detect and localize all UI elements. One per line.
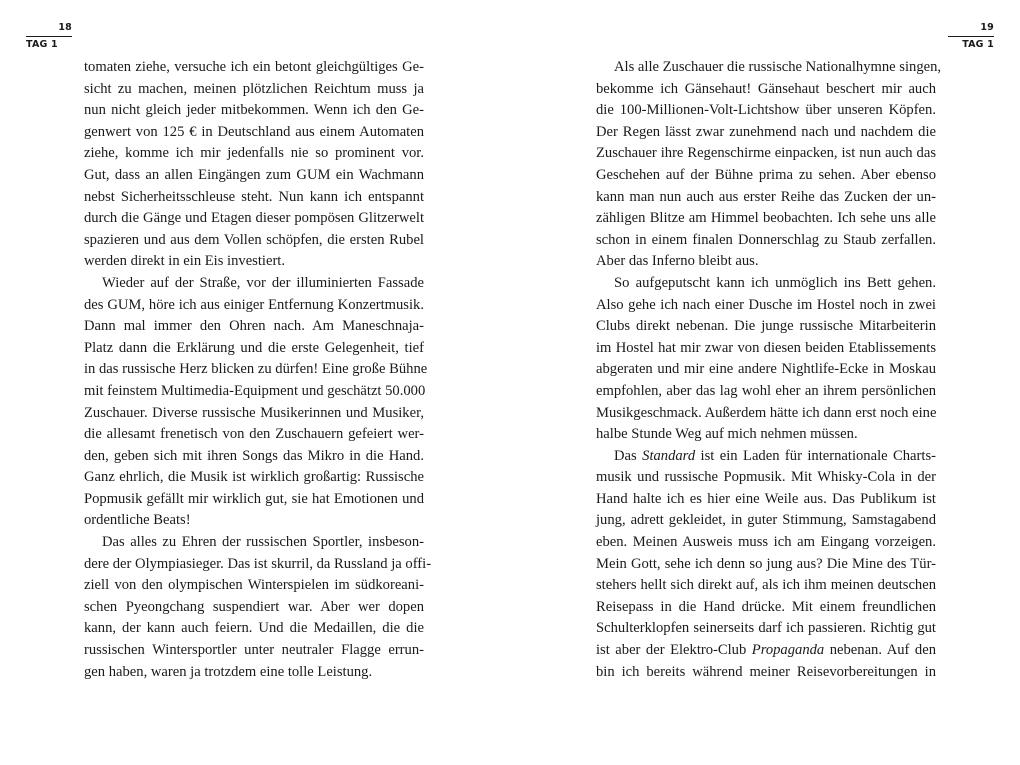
text-line: Wieder auf der Straße, vor der illuminierten Fassade: [102, 274, 424, 291]
text-line: Dann mal immer den Ohren nach. Am Maneschnaja-: [84, 318, 424, 335]
text-line: Reisepass in die Hand drücke. Mit einem freundlichen: [596, 598, 936, 615]
text-line: nun nicht gleich jeder mitbekommen. Wenn ich den Ge-: [84, 102, 424, 119]
text-line: nebst Sicherheitsschleuse steht. Nun kann ich entspannt: [84, 188, 424, 205]
text-segment: nebenan. Auf den: [824, 642, 936, 659]
text-line: Mein Gott, sehe ich denn so jung aus? Die Mine des Tür-: [596, 555, 936, 572]
text-line: spazieren und aus dem Vollen schöpfen, die ersten Rubel: [84, 231, 424, 248]
running-head: TAG 1: [26, 39, 58, 50]
text-line: So aufgeputscht kann ich unmöglich ins Bett gehen.: [614, 274, 936, 291]
text-line: tomaten ziehe, versuche ich ein betont gleichgültiges Ge-: [84, 59, 424, 75]
right-page: [510, 0, 1020, 765]
page-number: 18: [58, 22, 72, 33]
text-line: Platz dann die Erklärung und die erste Gelegenheit, tief: [84, 339, 424, 356]
text-line: Zuschauer ihre Regenschirme einpacken, ist nun auch das: [596, 145, 936, 162]
text-line: durch die Gänge und Etagen dieser pompösen Glitzerwelt: [84, 210, 424, 227]
text-line: Hand halte ich es hier eine Weile aus. Das Publikum ist: [596, 490, 936, 507]
text-line: ziell von den olympischen Winterspielen im südkoreani-: [84, 577, 424, 594]
text-line: die 100-Millionen-Volt-Lichtshow über unseren Köpfen.: [596, 102, 936, 119]
right-folio: [948, 22, 994, 51]
text-line: abgeraten und mir eine andere Nightlife-Ecke in Moskau: [596, 361, 936, 378]
text-segment: Das: [614, 447, 643, 464]
text-line: russischen Wintersportler unter neutraler Flagge errun-: [84, 642, 424, 659]
text-line: den, geben sich mit ihren Songs das Mikro in die Hand.: [84, 447, 424, 464]
text-line: Geschehen auf der Bühne prima zu sehen. Aber ebenso: [596, 166, 936, 183]
italic-title: Propaganda: [751, 642, 825, 659]
running-head: TAG 1: [962, 39, 994, 50]
text-line: eben. Meinen Ausweis muss ich am Eingang vorzeigen.: [596, 534, 936, 551]
text-line: schen Pyeongchang suspendiert war. Aber wer dopen: [84, 598, 424, 615]
text-line: Gut, dass an allen Eingängen zum GUM ein Wachmann: [84, 166, 424, 183]
text-line: bin ich bereits während meiner Reisevorbereitungen in: [596, 663, 936, 680]
left-folio: [26, 22, 72, 51]
text-segment: ist ein Laden für internationale Charts-: [695, 447, 936, 464]
text-line: zähligen Blitze am Himmel beobachten. Ich sehe uns alle: [596, 210, 936, 227]
text-line: in das russische Herz blicken zu dürfen! Eine große Bühne: [84, 361, 428, 378]
text-line: Zuschauer. Diverse russische Musikerinnen und Musiker,: [84, 404, 424, 421]
text-line: mit feinstem Multimedia-Equipment und geschätzt 50.000: [84, 382, 426, 399]
text-line: empfohlen, aber das lag wohl eher an ihrem persönlichen: [596, 382, 936, 399]
text-line: stehers hellt sich direkt auf, als ich ihm meinen deutschen: [596, 577, 936, 594]
text-line: dere der Olympiasieger. Das ist skurril, da Russland ja offi-: [84, 555, 432, 572]
text-line: musik und russische Popmusik. Mit Whisky-Cola in der: [596, 469, 936, 486]
text-line: gen haben, waren ja trotzdem eine tolle Leistung.: [84, 663, 373, 680]
text-segment: ist aber der Elektro-Club: [596, 642, 752, 659]
text-line: [596, 446, 936, 468]
text-line: im Hostel hat mir zwar von diesen beiden Etablissements: [596, 339, 936, 356]
text-line: des GUM, höre ich aus einiger Entfernung Konzertmusik.: [84, 296, 424, 313]
text-line: Aber das Inferno bleibt aus.: [596, 253, 759, 270]
text-line: genwert von 125 € in Deutschland aus einem Automaten: [84, 123, 424, 140]
text-line: die allesamt frenetisch von den Zuschauern gefeiert wer-: [84, 426, 424, 443]
text-line: Schulterklopfen seinerseits darf ich passieren. Richtig gut: [596, 620, 936, 637]
text-line: werden direkt in ein Eis investiert.: [84, 253, 286, 270]
text-line: Als alle Zuschauer die russische Nationalhymne singen,: [614, 59, 942, 75]
text-line: Also gehe ich nach einer Dusche im Hostel noch in zwei: [596, 296, 936, 313]
text-line: ordentliche Beats!: [84, 512, 191, 529]
text-line: bekomme ich Gänsehaut! Gänsehaut beschert mir auch: [596, 80, 936, 97]
text-line: [596, 640, 936, 662]
text-line: Clubs direkt nebenan. Die junge russische Mitarbeiterin: [596, 318, 936, 335]
right-body-text: [596, 57, 942, 683]
text-line: schon in einem finalen Donnerschlag zu Staub zerfallen.: [596, 231, 936, 248]
text-line: halbe Stunde Weg auf mich nehmen müssen.: [596, 426, 858, 443]
page-number: 19: [980, 22, 994, 33]
text-line: Popmusik gefällt mir wirklich gut, sie hat Emotionen und: [84, 490, 424, 507]
left-body-text: [84, 57, 432, 683]
text-line: Ganz ehrlich, die Musik ist wirklich großartig: Russische: [84, 469, 424, 486]
text-line: ziehe, komme ich mir jedenfalls nie so prominent vor.: [84, 145, 424, 162]
text-line: Musikgeschmack. Außerdem hätte ich dann erst noch eine: [596, 404, 937, 421]
folio-rule: [948, 36, 994, 37]
text-line: jung, adrett gekleidet, in guter Stimmung, Samstagabend: [596, 512, 936, 529]
text-line: kann man nun auch aus erster Reihe das Zucken der un-: [596, 188, 936, 205]
text-line: kann, der kann auch feiern. Und die Medaillen, die die: [84, 620, 424, 637]
text-line: sicht zu machen, meinen plötzlichen Reichtum muss ja: [84, 80, 424, 97]
text-line: Das alles zu Ehren der russischen Sportler, insbeson-: [102, 534, 424, 551]
italic-title: Standard: [642, 447, 696, 464]
text-line: Der Regen lässt zwar zunehmend nach und nachdem die: [596, 123, 936, 140]
folio-rule: [26, 36, 72, 37]
